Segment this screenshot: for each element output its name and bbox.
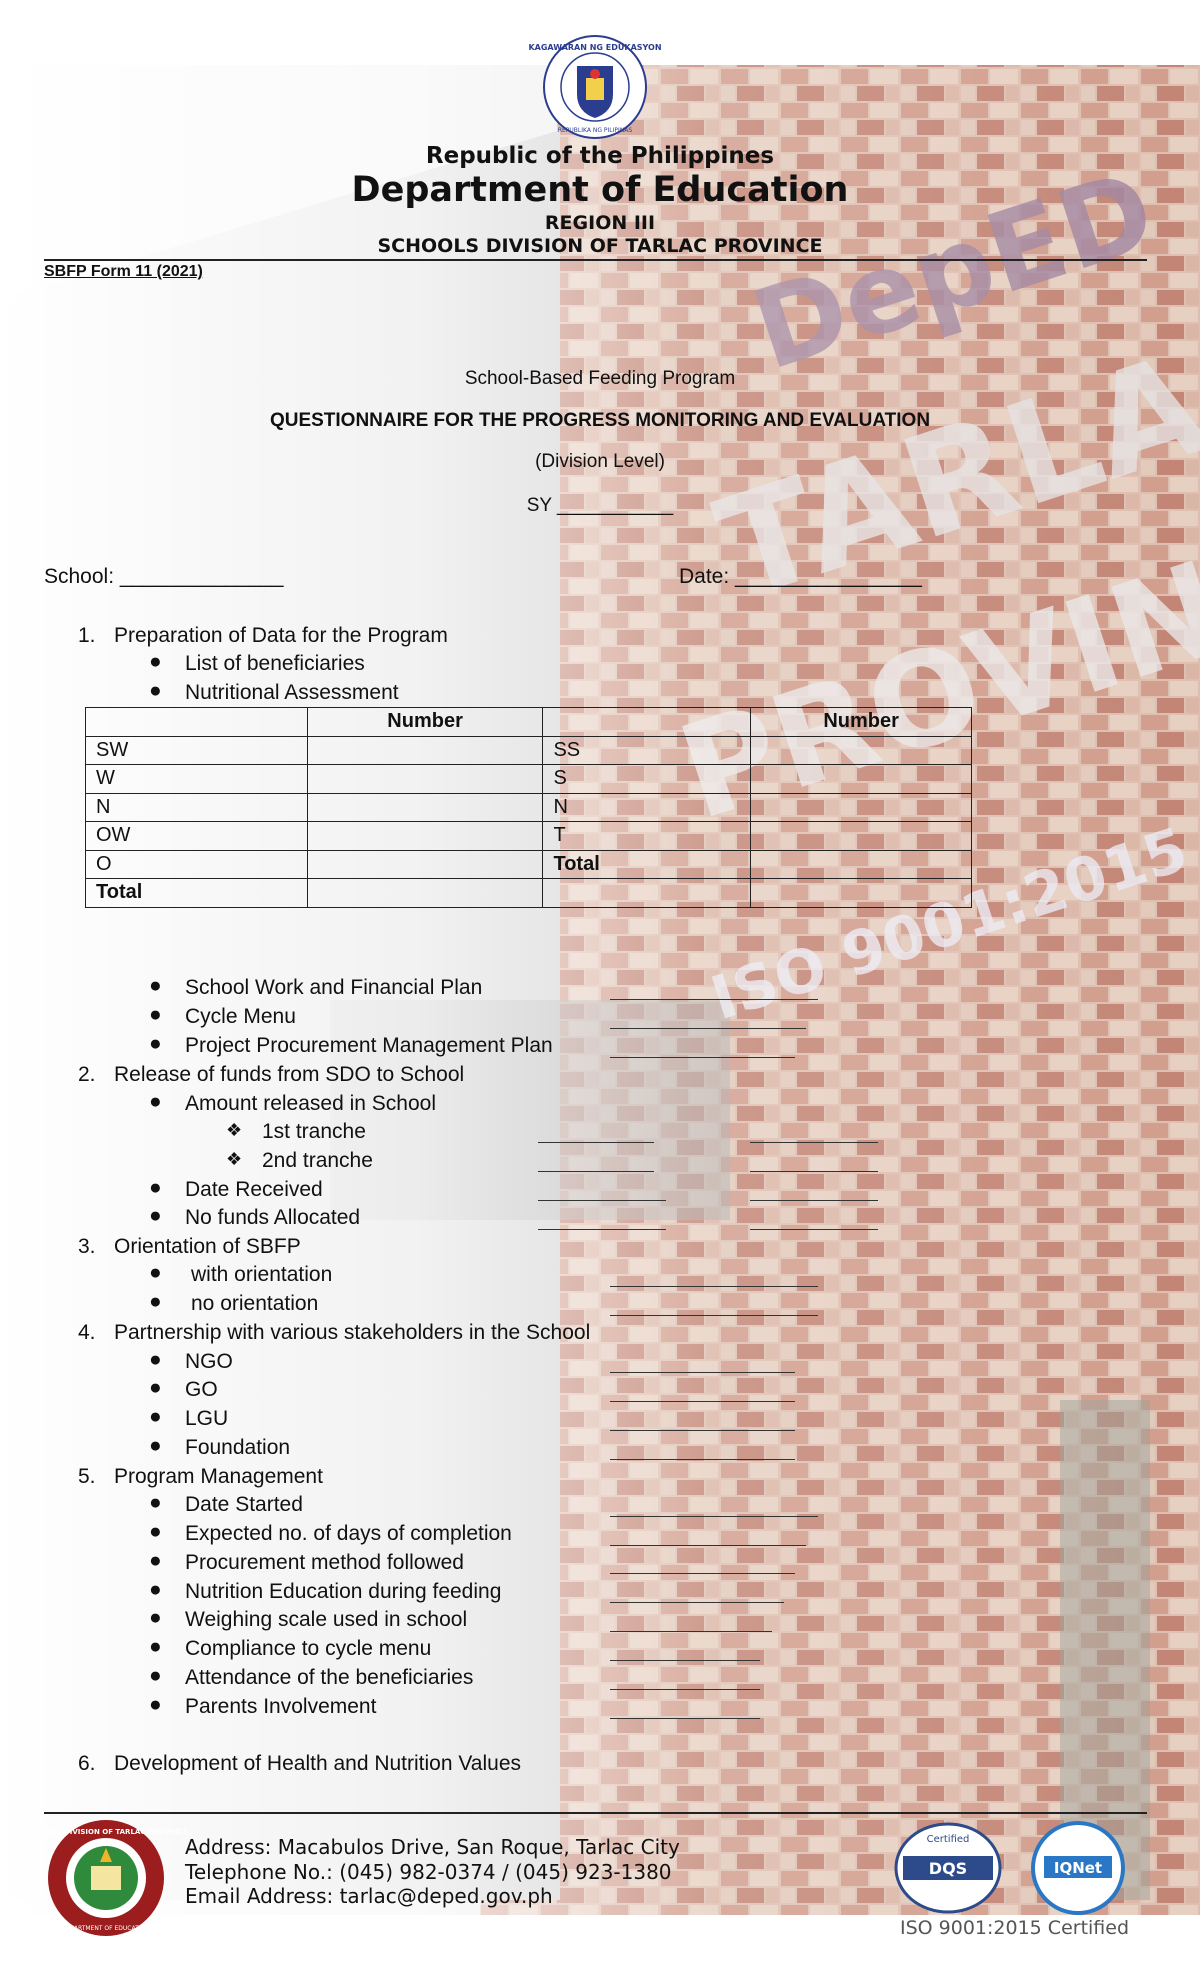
answer-line[interactable] (610, 1718, 760, 1719)
answer-line[interactable] (610, 1028, 806, 1029)
form-number: SBFP Form 11 (2021) (44, 263, 203, 280)
list-item: ● Nutritional Assessment (149, 679, 399, 704)
list-item: ● no orientation (149, 1290, 319, 1315)
level-label: (Division Level) (535, 451, 665, 472)
list-item: ❖ 1st tranche (226, 1120, 366, 1143)
list-item: ● List of beneficiaries (149, 650, 365, 675)
number-cell[interactable] (307, 736, 543, 765)
answer-line[interactable] (750, 1171, 878, 1172)
footer-divider (44, 1812, 1147, 1814)
section-6: 6. Development of Health and Nutrition Values (78, 1752, 522, 1775)
bullet-icon: ● (149, 679, 162, 702)
list-item: ● Attendance of the beneficiaries (149, 1664, 474, 1689)
answer-line[interactable] (610, 1057, 795, 1058)
bullet-icon: ● (149, 974, 162, 997)
number-cell[interactable] (751, 765, 972, 794)
answer-line[interactable] (538, 1200, 666, 1201)
section-1-number: 1. (78, 624, 96, 647)
bullet-icon: ● (149, 1376, 162, 1399)
bullet-icon: ● (149, 1606, 162, 1629)
answer-line[interactable] (610, 1372, 795, 1373)
list-item: ● Procurement method followed (149, 1549, 464, 1574)
list-item: ● Date Received (149, 1176, 323, 1201)
number-cell[interactable] (751, 793, 972, 822)
answer-line[interactable] (610, 1689, 760, 1690)
list-item: ● NGO (149, 1348, 233, 1373)
bullet-icon: ● (149, 1693, 162, 1716)
section-1 (78, 624, 448, 648)
bullet-icon: ● (149, 1032, 162, 1055)
section-4: 4. Partnership with various stakeholders in the School (78, 1321, 591, 1344)
number-cell[interactable] (751, 850, 972, 879)
answer-line[interactable] (538, 1171, 654, 1172)
bullet-icon: ● (149, 1520, 162, 1543)
table-header-row (86, 708, 972, 737)
section-2-title: Release of funds from SDO to School (114, 1063, 465, 1086)
bullet-icon: ● (149, 1578, 162, 1601)
date-field[interactable]: Date: ________________ (679, 565, 922, 588)
number-cell[interactable] (307, 793, 543, 822)
table-row: Total (86, 879, 972, 908)
list-item: ● Compliance to cycle menu (149, 1635, 432, 1660)
answer-line[interactable] (750, 1200, 878, 1201)
footer-email: Email Address: tarlac@deped.gov.ph (185, 1884, 553, 1908)
bullet-icon: ● (149, 1290, 162, 1313)
answer-line[interactable] (610, 1459, 795, 1460)
number-cell[interactable] (751, 822, 972, 851)
list-item: ● Parents Involvement (149, 1693, 377, 1718)
header-division: SCHOOLS DIVISION OF TARLAC PROVINCE (377, 235, 823, 257)
header-department: Department of Education (351, 170, 849, 210)
table-row: O Total (86, 850, 972, 879)
iqnet-logo-text: IQNet (1053, 1859, 1103, 1877)
answer-line[interactable] (610, 1573, 795, 1574)
list-item: ❖ 2nd tranche (226, 1149, 373, 1172)
answer-line[interactable] (610, 1516, 818, 1517)
table-row: SW SS (86, 736, 972, 765)
answer-line[interactable] (538, 1229, 666, 1230)
table-row: W S (86, 765, 972, 794)
answer-line[interactable] (610, 1660, 760, 1661)
footer-telephone: Telephone No.: (045) 982-0374 / (045) 923-1380 (185, 1860, 672, 1884)
column-header: Number (307, 708, 543, 737)
number-cell[interactable] (307, 850, 543, 879)
answer-line[interactable] (750, 1229, 878, 1230)
diamond-bullet-icon: ❖ (226, 1120, 243, 1140)
list-item: ● with orientation (149, 1261, 333, 1286)
bullet-icon: ● (149, 1261, 162, 1284)
section-1-title: Preparation of Data for the Program (114, 624, 448, 647)
section-5: 5. Program Management (78, 1465, 323, 1488)
list-item: ● Project Procurement Management Plan (149, 1032, 553, 1057)
program-title: School-Based Feeding Program (464, 368, 736, 389)
list-item: ● Foundation (149, 1434, 291, 1459)
division-logo (24, 1818, 188, 1938)
answer-line[interactable] (610, 999, 818, 1000)
list-item: ● School Work and Financial Plan (149, 974, 483, 999)
answer-line[interactable] (750, 1142, 878, 1143)
footer-address: Address: Macabulos Drive, San Roque, Tarlac City (185, 1835, 680, 1859)
list-item: ● Cycle Menu (149, 1003, 296, 1028)
number-cell[interactable] (307, 879, 543, 908)
answer-line[interactable] (610, 1315, 818, 1316)
list-item: ● Nutrition Education during feeding (149, 1578, 502, 1603)
answer-line[interactable] (610, 1631, 772, 1632)
section-3-title: Orientation of SBFP (114, 1235, 301, 1258)
section-5-title: Program Management (114, 1465, 323, 1488)
header-divider (44, 259, 1147, 261)
column-header: Number (751, 708, 972, 737)
number-cell[interactable] (751, 736, 972, 765)
bullet-icon: ● (149, 1549, 162, 1572)
bullet-icon: ● (149, 1635, 162, 1658)
school-field[interactable]: School: ______________ (44, 565, 284, 588)
number-cell[interactable] (307, 822, 543, 851)
seal-text-top: KAGAWARAN NG EDUKASYON (528, 43, 662, 52)
table-row: N N (86, 793, 972, 822)
division-logo-subtext: DEPARTMENT OF EDUCATION (62, 1925, 150, 1932)
iqnet-certification-logo (1030, 1820, 1126, 1916)
answer-line[interactable] (610, 1430, 795, 1431)
nutritional-assessment-table (85, 707, 972, 908)
bullet-icon: ● (149, 1003, 162, 1026)
dqs-logo-text: Certified (926, 1834, 970, 1845)
bullet-icon: ● (149, 1090, 162, 1113)
answer-line[interactable] (610, 1545, 806, 1546)
list-item: ● Date Started (149, 1491, 303, 1516)
school-year-field[interactable]: SY ___________ (526, 495, 674, 516)
bullet-icon: ● (149, 1405, 162, 1428)
bullet-icon: ● (149, 1491, 162, 1514)
list-item: ● Weighing scale used in school (149, 1606, 468, 1631)
bullet-icon: ● (149, 1176, 162, 1199)
header-country: Republic of the Philippines (425, 143, 775, 169)
deped-seal-logo (528, 34, 662, 140)
bullet-icon: ● (149, 1204, 162, 1227)
answer-line[interactable] (610, 1602, 784, 1603)
list-item: ● LGU (149, 1405, 229, 1430)
bullet-icon: ● (149, 1348, 162, 1371)
svg-text:DQS: DQS (928, 1859, 968, 1878)
iso-certified-label: ISO 9001:2015 Certified (900, 1917, 1130, 1939)
questionnaire-title: QUESTIONNAIRE FOR THE PROGRESS MONITORING AND EVALUATION (269, 410, 931, 431)
list-item: ● GO (149, 1376, 218, 1401)
number-cell[interactable] (751, 879, 972, 908)
section-2: 2. Release of funds from SDO to School (78, 1063, 465, 1086)
section-4-title: Partnership with various stakeholders in the School (114, 1321, 591, 1344)
bullet-icon: ● (149, 650, 162, 673)
division-logo-text: SCHOOLS DIVISION OF TARLAC PROVINCE (24, 1828, 188, 1836)
bullet-icon: ● (149, 1664, 162, 1687)
section-3: 3. Orientation of SBFP (78, 1235, 301, 1258)
seal-text-bottom: REPUBLIKA NG PILIPINAS (557, 127, 633, 134)
answer-line[interactable] (610, 1401, 795, 1402)
table-row: OW T (86, 822, 972, 851)
section-6-title: Development of Health and Nutrition Values (114, 1752, 522, 1775)
bullet-icon: ● (149, 1434, 162, 1457)
number-cell[interactable] (307, 765, 543, 794)
answer-line[interactable] (538, 1142, 654, 1143)
list-item: ● Amount released in School (149, 1090, 436, 1115)
header-region: REGION III (544, 212, 656, 234)
list-item: ● Expected no. of days of completion (149, 1520, 512, 1545)
diamond-bullet-icon: ❖ (226, 1149, 243, 1169)
dqs-certification-logo (893, 1820, 1003, 1916)
answer-line[interactable] (610, 1286, 818, 1287)
list-item: ● No funds Allocated (149, 1204, 361, 1229)
